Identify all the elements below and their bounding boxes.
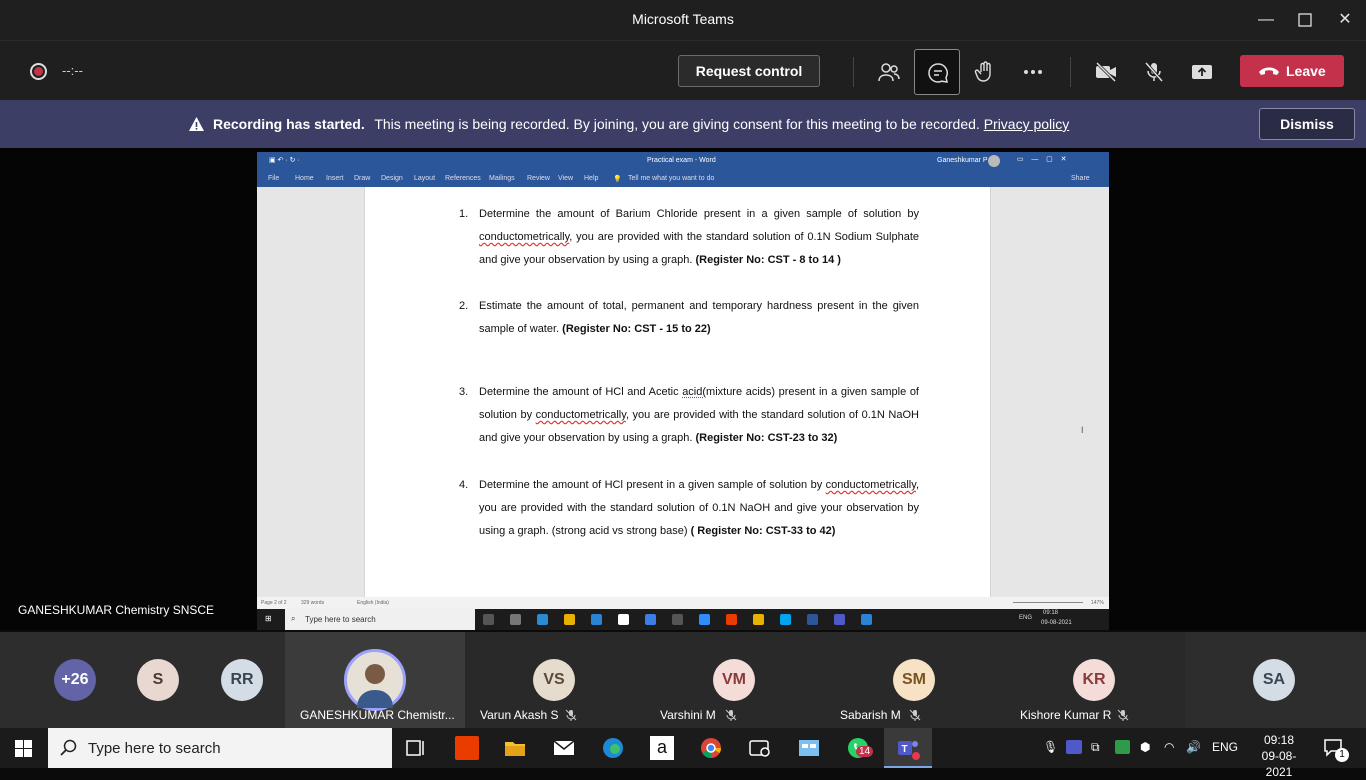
document-margin-right [991,187,1109,597]
person-photo-icon [347,652,403,708]
office-icon[interactable] [455,736,479,760]
meeting-toolbar [0,40,1366,100]
ribbon-tab[interactable]: Insert [326,175,344,182]
word-icon [807,614,818,625]
participant-tile[interactable] [465,632,645,728]
ribbon-tab[interactable]: Review [527,175,550,182]
status-page: Page 2 of 2 [261,600,287,606]
inner-search-box [285,609,475,630]
zoom-level: 147% [1091,600,1104,606]
chat-icon [926,61,950,85]
notification-badge: 14 [856,746,873,757]
share-button[interactable] [1179,49,1225,95]
banner-title: Recording has started. [213,116,365,132]
privacy-policy-link[interactable]: Privacy policy [983,116,1070,132]
participant-name: GANESHKUMAR Chemistr... [300,708,455,722]
leave-label: Leave [1286,63,1326,79]
microphone-icon[interactable]: 🎙 [1043,740,1059,754]
teams-taskbar-button[interactable] [884,728,932,768]
mail-icon [591,614,602,625]
question-1: 1. Determine the amount of Barium Chloride present in a given sample of solution by conductometrically, you are provided with the standard solution of 0.1N Sodium Sulphate and give your observation by using a graph. (Register No: CST - 8 to 14 ) [459,208,919,266]
zoom-slider[interactable] [1013,602,1083,603]
inner-lang: ENG [1019,615,1033,621]
ribbon-tab[interactable]: Home [295,175,314,182]
more-participants-button[interactable]: +26 [54,659,96,701]
people-icon [877,60,901,84]
task-view-icon[interactable] [404,736,428,760]
edge-icon[interactable] [601,736,625,760]
search-icon [60,739,78,757]
participant-tile[interactable] [825,632,1005,728]
participant-avatar[interactable]: S [137,659,179,701]
participant-tile[interactable] [285,632,465,728]
app-icon [483,614,494,625]
participants-button[interactable] [866,49,912,95]
banner-text: This meeting is being recorded. By joining, you are giving consent for this meeting to be recorded. [374,116,980,132]
mic-off-icon [1142,60,1166,84]
ribbon-tab[interactable]: Help [584,175,599,182]
chrome-icon [753,614,764,625]
windows-taskbar [0,728,1366,779]
taskbar-search[interactable] [48,728,392,768]
participant-avatar: SM [893,659,935,701]
wifi-icon[interactable]: ◠ [1164,740,1175,754]
document-page[interactable] [364,187,991,597]
participant-avatar: VS [533,659,575,701]
word-doc-title: Practical exam - Word [647,157,716,164]
search-icon: ⌕ [291,614,296,623]
folder-icon [564,614,575,625]
windows-icon: ⊞ [265,614,272,623]
participant-avatar: VM [713,659,755,701]
search-placeholder: Type here to search [88,740,221,757]
participant-name: Varun Akash S [480,708,559,722]
clock-time: 09:18 [1263,733,1295,747]
dropbox-icon [645,614,656,625]
participant-tile[interactable] [645,632,825,728]
help-icon [861,614,872,625]
svg-text:T: T [901,744,908,755]
mic-off-icon [725,709,737,721]
language-indicator[interactable]: ENG [1212,740,1239,754]
status-lang: English (India) [357,600,389,606]
presenter-label: GANESHKUMAR Chemistry SNSCE [18,603,215,617]
shared-screen [257,152,1109,630]
ribbon-tab[interactable]: Mailings [489,175,515,182]
maximize-button[interactable] [1293,8,1317,32]
ribbon-tab[interactable]: Layout [414,175,436,182]
question-2: 2. Estimate the amount of total, permanent and temporary hardness present in the given sample of water. (Register No: CST - 15 to 22) [459,300,919,335]
mail-icon[interactable] [552,736,576,760]
ribbon-tab[interactable]: References [445,175,481,182]
office-icon [726,614,737,625]
windows-start-icon[interactable] [15,740,32,757]
banner-message [207,116,1069,132]
ribbon-tab[interactable]: Draw [354,175,371,182]
tray-icon[interactable]: ⬢ [1140,740,1151,754]
app-icon [780,614,791,625]
ribbon-tab[interactable]: View [558,175,574,182]
app-icon [510,614,521,625]
mic-off-icon [565,709,577,721]
ribbon-tab[interactable]: Design [381,175,403,182]
hang-up-icon [1258,64,1280,78]
participant-name: Sabarish M [840,708,901,722]
chrome-icon[interactable] [699,736,723,760]
word-title-bar [257,152,1109,170]
status-words: 329 words [301,600,325,606]
warning-icon [188,116,205,132]
clock[interactable] [1255,732,1303,780]
edge-icon [537,614,548,625]
tell-me-input[interactable]: Tell me what you want to do [628,175,715,182]
share-label[interactable]: Share [1071,175,1090,182]
amazon-icon [618,614,629,625]
notification-count: 1 [1335,748,1349,762]
meeting-timer: --:-- [62,63,83,78]
word-user: Ganeshkumar P [937,157,988,164]
tray-icon[interactable]: ⧉ [1091,740,1100,754]
document-margin-left [257,187,364,597]
app-icon [672,614,683,625]
ribbon-tab[interactable]: File [268,175,280,182]
tray-icon[interactable] [1115,740,1130,754]
recording-banner [0,100,1366,148]
mic-off-icon [1117,709,1129,721]
word-ribbon [257,170,1109,187]
inner-date: 09-08-2021 [1041,620,1072,626]
raise-hand-icon [973,60,997,84]
participant-avatar: KR [1073,659,1115,701]
recording-icon [30,63,47,80]
leave-button[interactable] [1240,55,1344,87]
lightbulb-icon: 💡 [613,176,622,183]
divider [1070,57,1071,87]
avatar [988,155,1000,167]
divider [853,57,854,87]
inner-time: 09:18 [1043,610,1059,616]
app-icon[interactable] [748,736,772,760]
window-controls: ▭ — ▢ ✕ [1017,156,1067,163]
window-title: Microsoft Teams [632,11,734,27]
more-actions-button[interactable] [1010,49,1056,95]
mic-toggle[interactable] [1131,49,1177,95]
dismiss-button[interactable]: Dismiss [1259,108,1355,140]
camera-toggle[interactable] [1083,49,1129,95]
question-4: 4. Determine the amount of HCl present in a given sample of solution by conductometrically, you are provided with the standard solution of 0.1N NaOH and give your observation by using a graph. (strong acid vs strong base) ( Register No: CST-33 to 42) [459,479,919,537]
text-cursor-icon: I [1081,425,1084,435]
word-status-bar [257,597,1109,609]
avatar [344,649,406,711]
file-explorer-icon[interactable] [503,736,527,760]
volume-icon[interactable]: 🔊 [1186,740,1201,754]
zoom-app-icon [699,614,710,625]
amazon-icon[interactable]: a [650,736,674,760]
question-3: 3. Determine the amount of HCl and Acetic acid(mixture acids) present in a given sample of solution by conductometrically, you are provided with the standard solution of 0.1N NaOH and give your observation by using a graph. (Register No: CST-23 to 32) [459,386,919,444]
participant-name: Varshini M [660,708,716,722]
inner-taskbar [257,609,1109,630]
participant-strip [0,632,1366,728]
more-icon [1021,60,1045,84]
minimize-button[interactable]: — [1258,11,1274,28]
close-button[interactable]: ✕ [1338,11,1352,28]
inner-search-placeholder: Type here to search [305,615,376,624]
reactions-button[interactable] [962,49,1008,95]
app-icon[interactable] [797,736,821,760]
chat-button[interactable] [914,49,960,95]
camera-off-icon [1094,60,1118,84]
request-control-button[interactable]: Request control [678,55,820,87]
share-screen-icon [1190,60,1214,84]
participant-tile[interactable] [1005,632,1185,728]
participant-avatar[interactable]: SA [1253,659,1295,701]
teams-icon [834,614,845,625]
status-dot-icon [912,752,920,760]
mic-off-icon [909,709,921,721]
title-bar [0,0,1366,40]
participant-avatar[interactable]: RR [221,659,263,701]
teams-tray-icon[interactable] [1066,740,1082,754]
participant-name: Kishore Kumar R [1020,708,1112,722]
clock-date: 09-08-2021 [1261,749,1297,779]
save-icon: ▣ ↶ · ↻ · [269,157,300,164]
